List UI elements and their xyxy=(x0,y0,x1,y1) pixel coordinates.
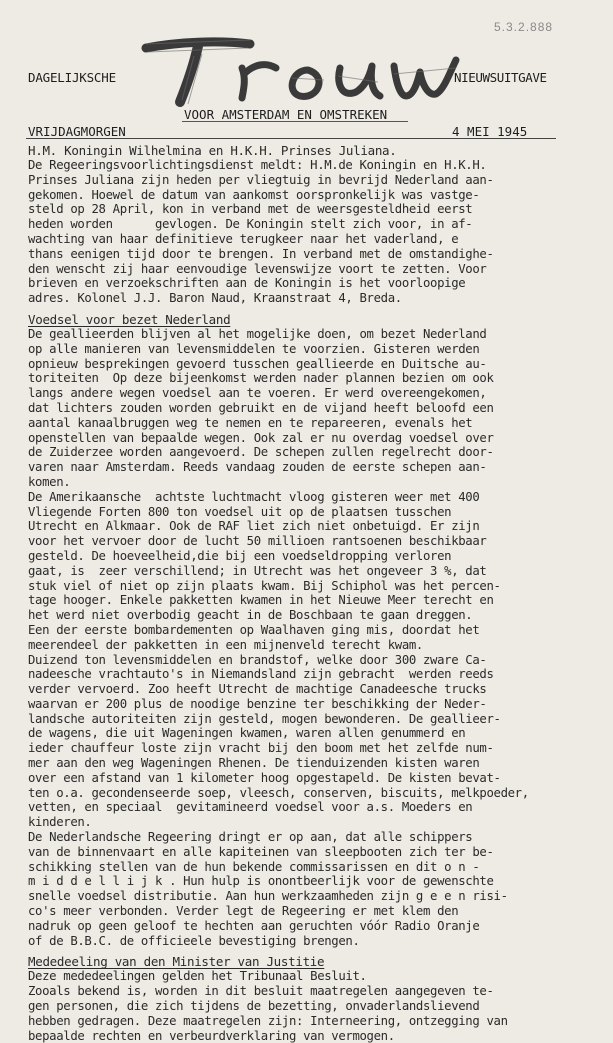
article-food-text xyxy=(28,327,588,948)
text-line: schikking stellen van de hun bekende commissarissen en dit o n - xyxy=(28,859,480,874)
text-line: langs andere wegen voedsel aan te voeren. Er werd overeengekomen, xyxy=(28,386,487,401)
text-line: De Amerikaansche achtste luchtmacht vloog gisteren weer met 400 xyxy=(28,489,480,504)
article-body xyxy=(28,143,588,1043)
text-line: ten o.a. gecondenseerde soep, vleesch, conserven, biscuits, melkpoeder, xyxy=(28,785,529,800)
text-line: komen. xyxy=(28,474,71,489)
text-line: de Zuiderzee worden aangevoerd. De schepen zullen regelrecht door- xyxy=(28,445,494,460)
text-line: De Nederlandsche Regeering dringt er op aan, dat alle schippers xyxy=(28,830,473,845)
text-line: ieder chauffeur loste zijn vracht bij den boom met het zelfde num- xyxy=(28,741,494,756)
article-justice-text xyxy=(28,969,588,1043)
text-line: De Regeeringsvoorlichtingsdienst meldt: H.M.de Koningin en H.K.H. xyxy=(28,158,487,172)
text-line: nadeesche vrachtauto's in Niemandsland zijn gebracht werden reeds xyxy=(28,667,494,682)
text-line: m i d d e l l i j k . Hun hulp is onontbeerlijk voor de gewenschte xyxy=(28,874,494,889)
text-line: waarvan er 200 plus de noodige benzine ter beschikking der Neder- xyxy=(28,696,487,711)
dateline-rule xyxy=(26,138,556,139)
text-line: vetten, en speciaal gevitamineerd voedsel voor a.s. Moeders en xyxy=(28,800,473,815)
text-line: Een der eerste bombardementen op Waalhaven ging mis, doordat het xyxy=(28,622,480,637)
text-line: stuk viel of niet op zijn plaats kwam. Bij Schiphol was het percen- xyxy=(28,578,501,593)
text-line: het werd niet overbodig geacht in de Boschbaan te gaan dreggen. xyxy=(28,608,473,623)
masthead-logo xyxy=(138,26,464,110)
article-food-title: Voedsel voor bezet Nederland xyxy=(28,311,231,327)
text-line: Duizend ton levensmiddelen en brandstof, welke door 300 zware Ca- xyxy=(28,652,487,667)
text-line: mer aan den weg Wageningen Rhenen. De tienduizenden kisten waren xyxy=(28,756,480,771)
text-line: gekomen. Hoewel de datum van aankomst oorspronkelijk was vastge- xyxy=(28,187,480,202)
text-line: landsche autoriteiten zijn gesteld, mogen bewonderen. De geallieer- xyxy=(28,711,501,726)
text-line: nadruk op geen geloof te hechten aan geruchten vóór Radio Oranje xyxy=(28,918,480,933)
text-line: heden worden gevlogen. De Koningin stelt zich voor, in af- xyxy=(28,217,473,232)
text-line: De geallieerden blijven al het mogelijke doen, om bezet Nederland xyxy=(28,326,487,341)
text-line: of de B.B.C. de officieele bevestiging brengen. xyxy=(28,933,360,948)
text-line: opnieuw besprekingen gevoerd tusschen geallieerde en Duitsche au- xyxy=(28,356,487,371)
dateline-day: VRIJDAGMORGEN xyxy=(28,124,126,139)
text-line: thans eenigen tijd door te brengen. In verband met de omstandighe- xyxy=(28,246,494,261)
text-line: hebben gedragen. Deze maatregelen zijn: Interneering, ontzegging van xyxy=(28,1013,508,1028)
header-left-label: DAGELIJKSCHE xyxy=(28,70,116,85)
text-line: snelle voedsel distributie. Aan hun werkzaamheden zijn g e e n risi- xyxy=(28,889,508,904)
text-line: bepaalde rechten en verbeurdverklaring van vermogen. xyxy=(28,1028,395,1043)
text-line: varen naar Amsterdam. Reeds vandaag zouden de eerste schepen aan- xyxy=(28,460,487,475)
text-line: aantal kanaalbruggen weg te nemen en te repareeren, evenals het xyxy=(28,415,473,430)
text-line: co's meer verbonden. Verder legt de Regeering er met klem den xyxy=(28,904,459,919)
text-line: tage hooger. Enkele pakketten kwamen in het Nieuwe Meer terecht en xyxy=(28,593,494,608)
dateline-date: 4 MEI 1945 xyxy=(452,124,528,139)
text-line: brieven en verzoekschriften aan de Koningin is het voorloopige xyxy=(28,276,466,291)
text-line: Deze mededeelingen gelden het Tribunaal Besluit. xyxy=(28,969,367,984)
edition-subtitle: VOOR AMSTERDAM EN OMSTREKEN xyxy=(184,107,388,122)
text-line: kinderen. xyxy=(28,815,92,830)
text-line: adres. Kolonel J.J. Baron Naud, Kraanstraat 4, Breda. xyxy=(28,291,402,306)
subtitle-rule xyxy=(182,121,408,122)
text-line: toriteiten Op deze bijeenkomst werden nader plannen bezien om ook xyxy=(28,371,494,386)
text-line: Zooals bekend is, worden in dit besluit maatregelen aangegeven te- xyxy=(28,984,494,999)
text-line: steld op 28 April, kon in verband met de weersgesteldheid eerst xyxy=(28,202,473,217)
article-royal-return-title: H.M. Koningin Wilhelmina en H.K.H. Prinses Juliana. xyxy=(28,143,397,158)
text-line: op alle manieren van levensmiddelen te voorzien. Gisteren werden xyxy=(28,341,480,356)
text-line: gen personen, die zich tijdens de bezetting, onvaderlandslievend xyxy=(28,999,480,1014)
text-line: Utrecht en Alkmaar. Ook de RAF liet zich niet onbetuigd. Er zijn xyxy=(28,519,480,534)
text-line: gaat, is zeer verschillend; in Utrecht was het ongeveer 3 %, dat xyxy=(28,563,487,578)
text-line: den wenscht zij haar eenvoudige levenswijze voort te zetten. Voor xyxy=(28,261,487,276)
text-line: verder vervoerd. Zoo heeft Utrecht de machtige Canadeesche trucks xyxy=(28,682,487,697)
text-line: gesteld. De hoeveelheid,die bij een voedseldropping verloren xyxy=(28,548,452,563)
text-line: de wagens, die uit Wageningen kwamen, waren allen genummerd en xyxy=(28,726,466,741)
article-justice-title: Mededeeling van den Minister van Justitie xyxy=(28,954,325,970)
text-line: voor het vervoer door de lucht 50 millioen rantsoenen beschikbaar xyxy=(28,534,487,549)
text-line: Vliegende Forten 800 ton voedsel uit op de plaatsen tusschen xyxy=(28,504,452,519)
text-line: dat lichters zouden worden gebruikt en de vijand heeft beloofd een xyxy=(28,400,494,415)
text-line: Prinses Juliana zijn heden per vliegtuig in bevrijd Nederland aan- xyxy=(28,172,494,187)
text-line: over een afstand van 1 kilometer hoog opgestapeld. De kisten bevat- xyxy=(28,770,501,785)
text-line: meerendeel der pakketten in een mijnenveld terecht kwam. xyxy=(28,637,423,652)
text-line: openstellen van bepaalde wegen. Ook zal er nu overdag voedsel over xyxy=(28,430,494,445)
text-line: van de binnenvaart en alle kapiteinen van sleepbooten zich ter be- xyxy=(28,844,494,859)
article-royal-return-text xyxy=(28,158,588,306)
archive-pencil-note: 5.3.2.888 xyxy=(494,20,554,34)
header-right-label: NIEUWSUITGAVE xyxy=(454,70,547,85)
text-line: wachting van haar definitieve terugkeer naar het vaderland, e xyxy=(28,231,459,246)
